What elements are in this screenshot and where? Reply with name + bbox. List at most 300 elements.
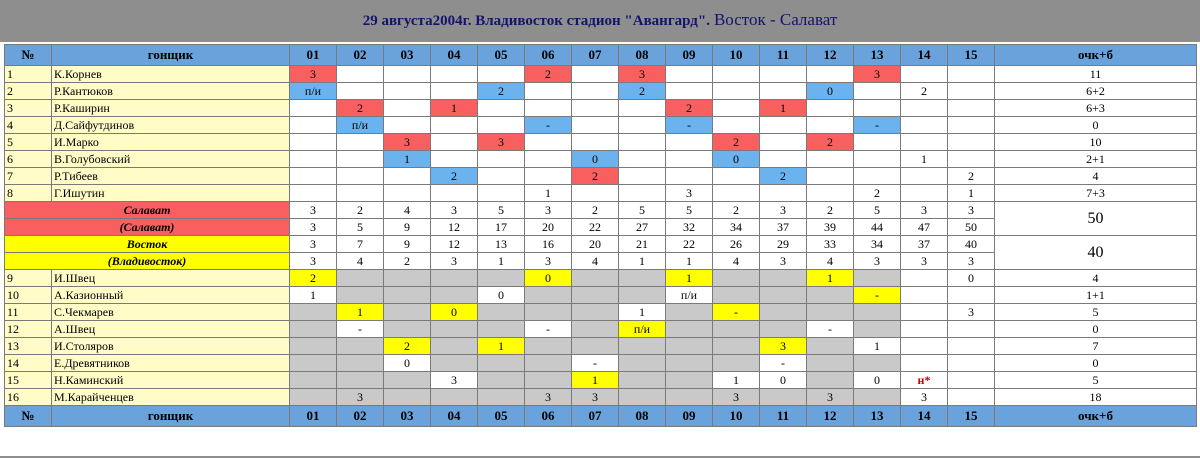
header-heat: 12 bbox=[807, 45, 854, 66]
header-heat: 10 bbox=[713, 406, 760, 427]
heat-result-cell bbox=[901, 134, 948, 151]
header-heat: 04 bbox=[431, 45, 478, 66]
heat-result-cell bbox=[854, 355, 901, 372]
rider-number: 3 bbox=[5, 100, 52, 117]
rider-name: И.Марко bbox=[52, 134, 290, 151]
heat-result-cell: 3 bbox=[854, 66, 901, 83]
heat-result-cell bbox=[525, 100, 572, 117]
header-rider: гонщик bbox=[52, 45, 290, 66]
heat-result-cell: 3 bbox=[478, 134, 525, 151]
heat-result-cell bbox=[948, 151, 995, 168]
rider-total: 4 bbox=[995, 168, 1197, 185]
heat-result-cell bbox=[337, 372, 384, 389]
heat-result-cell: 3 bbox=[901, 389, 948, 406]
heat-result-cell bbox=[901, 185, 948, 202]
heat-result-cell bbox=[572, 66, 619, 83]
summary-value: 12 bbox=[431, 219, 478, 236]
header-heat: 08 bbox=[619, 45, 666, 66]
summary-value: 3 bbox=[525, 202, 572, 219]
heat-result-cell bbox=[572, 100, 619, 117]
heat-result-cell bbox=[384, 168, 431, 185]
heat-result-cell bbox=[807, 287, 854, 304]
summary-value: 13 bbox=[478, 236, 525, 253]
heat-result-cell bbox=[619, 151, 666, 168]
heat-result-cell: 3 bbox=[713, 389, 760, 406]
heat-result-cell bbox=[384, 117, 431, 134]
heat-result-cell: 1 bbox=[807, 270, 854, 287]
heat-result-cell bbox=[384, 304, 431, 321]
heat-result-cell bbox=[572, 270, 619, 287]
summary-value: 29 bbox=[760, 236, 807, 253]
title-teams: Восток - Салават bbox=[713, 10, 838, 29]
header-heat: 07 bbox=[572, 45, 619, 66]
header-heat: 11 bbox=[760, 45, 807, 66]
heat-result-cell bbox=[478, 304, 525, 321]
rider-name: М.Карайченцев bbox=[52, 389, 290, 406]
heat-result-cell: 2 bbox=[290, 270, 337, 287]
summary-value: 20 bbox=[525, 219, 572, 236]
summary-value: 3 bbox=[854, 253, 901, 270]
heat-result-cell bbox=[478, 66, 525, 83]
heat-result-cell bbox=[431, 151, 478, 168]
heat-result-cell bbox=[337, 66, 384, 83]
rider-name: Г.Ишутин bbox=[52, 185, 290, 202]
rider-name: Н.Каминский bbox=[52, 372, 290, 389]
heat-result-cell bbox=[713, 355, 760, 372]
rider-number: 8 bbox=[5, 185, 52, 202]
heat-result-cell bbox=[854, 83, 901, 100]
heat-result-cell: 0 bbox=[384, 355, 431, 372]
heat-result-cell bbox=[619, 372, 666, 389]
summary-value: 3 bbox=[760, 253, 807, 270]
rider-number: 15 bbox=[5, 372, 52, 389]
rider-number: 13 bbox=[5, 338, 52, 355]
heat-result-cell: 0 bbox=[807, 83, 854, 100]
heat-result-cell bbox=[525, 355, 572, 372]
rider-number: 1 bbox=[5, 66, 52, 83]
summary-value: 1 bbox=[619, 253, 666, 270]
heat-result-cell: - bbox=[713, 304, 760, 321]
heat-result-cell bbox=[666, 83, 713, 100]
rider-total: 0 bbox=[995, 117, 1197, 134]
heat-result-cell bbox=[572, 304, 619, 321]
team-total: 50 bbox=[995, 202, 1197, 236]
summary-value: 2 bbox=[337, 202, 384, 219]
rider-row bbox=[5, 338, 1197, 355]
heat-result-cell bbox=[572, 321, 619, 338]
header-heat: 13 bbox=[854, 45, 901, 66]
heat-result-cell bbox=[666, 338, 713, 355]
rider-total: 10 bbox=[995, 134, 1197, 151]
heat-result-cell bbox=[807, 338, 854, 355]
heat-result-cell: 3 bbox=[384, 134, 431, 151]
rider-number: 2 bbox=[5, 83, 52, 100]
summary-value: 33 bbox=[807, 236, 854, 253]
heat-result-cell bbox=[948, 83, 995, 100]
summary-value: 37 bbox=[901, 236, 948, 253]
summary-value: 37 bbox=[760, 219, 807, 236]
heat-result-cell bbox=[901, 168, 948, 185]
heat-result-cell bbox=[713, 117, 760, 134]
heat-result-cell: 2 bbox=[619, 83, 666, 100]
heat-result-cell: 2 bbox=[760, 168, 807, 185]
heat-result-cell: 0 bbox=[948, 270, 995, 287]
heat-result-cell: п/и bbox=[290, 83, 337, 100]
heat-result-cell: 2 bbox=[713, 134, 760, 151]
heat-result-cell: 3 bbox=[290, 66, 337, 83]
header-num: № bbox=[5, 45, 52, 66]
heat-result-cell bbox=[337, 185, 384, 202]
heat-result-cell bbox=[478, 372, 525, 389]
heat-result-cell: п/и bbox=[337, 117, 384, 134]
heat-result-cell: 2 bbox=[854, 185, 901, 202]
summary-value: 26 bbox=[713, 236, 760, 253]
heat-result-cell bbox=[384, 100, 431, 117]
heat-result-cell bbox=[431, 185, 478, 202]
rider-row bbox=[5, 168, 1197, 185]
summary-value: 5 bbox=[666, 202, 713, 219]
summary-value: 3 bbox=[525, 253, 572, 270]
heat-result-cell bbox=[337, 355, 384, 372]
heat-result-cell bbox=[713, 83, 760, 100]
heat-result-cell: 1 bbox=[619, 304, 666, 321]
heat-result-cell: 2 bbox=[525, 66, 572, 83]
summary-value: 2 bbox=[713, 202, 760, 219]
heat-result-cell bbox=[431, 117, 478, 134]
heat-result-cell: 0 bbox=[478, 287, 525, 304]
summary-value: 50 bbox=[948, 219, 995, 236]
header-row-top bbox=[5, 45, 1197, 66]
summary-value: 3 bbox=[901, 202, 948, 219]
heat-result-cell bbox=[854, 304, 901, 321]
header-heat: 12 bbox=[807, 406, 854, 427]
heat-result-cell bbox=[337, 287, 384, 304]
heat-result-cell bbox=[666, 372, 713, 389]
heat-result-cell bbox=[431, 83, 478, 100]
summary-value: 34 bbox=[713, 219, 760, 236]
summary-label: (Салават) bbox=[5, 219, 290, 236]
rider-row bbox=[5, 66, 1197, 83]
heat-result-cell bbox=[807, 304, 854, 321]
heat-result-cell bbox=[666, 304, 713, 321]
rider-total: 4 bbox=[995, 270, 1197, 287]
rider-total: 5 bbox=[995, 304, 1197, 321]
rider-name: В.Голубовский bbox=[52, 151, 290, 168]
page-title bbox=[0, 0, 1200, 40]
heat-result-cell: 3 bbox=[666, 185, 713, 202]
heat-result-cell bbox=[290, 372, 337, 389]
summary-value: 17 bbox=[478, 219, 525, 236]
heat-result-cell bbox=[619, 338, 666, 355]
heat-result-cell: 0 bbox=[713, 151, 760, 168]
summary-value: 16 bbox=[525, 236, 572, 253]
summary-value: 34 bbox=[854, 236, 901, 253]
heat-result-cell bbox=[572, 287, 619, 304]
heat-result-cell bbox=[431, 287, 478, 304]
header-heat: 13 bbox=[854, 406, 901, 427]
summary-value: 3 bbox=[431, 253, 478, 270]
heat-result-cell bbox=[713, 185, 760, 202]
summary-value: 32 bbox=[666, 219, 713, 236]
heat-result-cell: 1 bbox=[478, 338, 525, 355]
heat-result-cell bbox=[337, 83, 384, 100]
heat-result-cell: 2 bbox=[572, 168, 619, 185]
summary-value: 7 bbox=[337, 236, 384, 253]
summary-value: 5 bbox=[854, 202, 901, 219]
summary-value: 3 bbox=[290, 236, 337, 253]
heat-result-cell: - bbox=[807, 321, 854, 338]
heat-result-cell: 2 bbox=[901, 83, 948, 100]
summary-value: 1 bbox=[666, 253, 713, 270]
summary-value: 3 bbox=[290, 202, 337, 219]
rider-row bbox=[5, 100, 1197, 117]
summary-row bbox=[5, 202, 1197, 219]
summary-value: 12 bbox=[431, 236, 478, 253]
heat-result-cell bbox=[384, 185, 431, 202]
header-heat: 14 bbox=[901, 45, 948, 66]
heat-result-cell: 3 bbox=[525, 389, 572, 406]
heat-result-cell bbox=[290, 117, 337, 134]
heat-result-cell: 3 bbox=[572, 389, 619, 406]
rider-name: Р.Кантюков bbox=[52, 83, 290, 100]
heat-result-cell bbox=[337, 168, 384, 185]
rider-row bbox=[5, 83, 1197, 100]
heat-result-cell: 1 bbox=[901, 151, 948, 168]
summary-value: 3 bbox=[901, 253, 948, 270]
heat-result-cell bbox=[948, 321, 995, 338]
heat-result-cell: 3 bbox=[337, 389, 384, 406]
heat-result-cell bbox=[854, 151, 901, 168]
heat-result-cell bbox=[666, 66, 713, 83]
heat-result-cell bbox=[807, 117, 854, 134]
heat-result-cell bbox=[290, 134, 337, 151]
rider-row bbox=[5, 151, 1197, 168]
heat-result-cell bbox=[901, 117, 948, 134]
heat-result-cell bbox=[619, 168, 666, 185]
header-num: № bbox=[5, 406, 52, 427]
heat-result-cell bbox=[384, 321, 431, 338]
heat-result-cell: 3 bbox=[760, 338, 807, 355]
heat-result-cell: 1 bbox=[337, 304, 384, 321]
heat-result-cell bbox=[290, 355, 337, 372]
rider-total: 6+3 bbox=[995, 100, 1197, 117]
heat-result-cell bbox=[525, 83, 572, 100]
heat-result-cell bbox=[525, 304, 572, 321]
heat-result-cell bbox=[337, 151, 384, 168]
heat-result-cell bbox=[713, 168, 760, 185]
heat-result-cell bbox=[525, 134, 572, 151]
heat-result-cell bbox=[901, 287, 948, 304]
heat-result-cell: 3 bbox=[807, 389, 854, 406]
summary-value: 47 bbox=[901, 219, 948, 236]
heat-result-cell bbox=[948, 338, 995, 355]
rider-name: Д.Сайфутдинов bbox=[52, 117, 290, 134]
summary-label: Восток bbox=[5, 236, 290, 253]
heat-result-cell bbox=[290, 151, 337, 168]
heat-result-cell bbox=[854, 270, 901, 287]
heat-result-cell: 2 bbox=[807, 134, 854, 151]
heat-result-cell bbox=[807, 185, 854, 202]
heat-result-cell: п/и bbox=[666, 287, 713, 304]
summary-value: 4 bbox=[713, 253, 760, 270]
heat-result-cell: 1 bbox=[525, 185, 572, 202]
heat-result-cell bbox=[478, 100, 525, 117]
heat-result-cell bbox=[431, 321, 478, 338]
rider-number: 11 bbox=[5, 304, 52, 321]
rider-row bbox=[5, 185, 1197, 202]
rider-total: 11 bbox=[995, 66, 1197, 83]
summary-value: 2 bbox=[384, 253, 431, 270]
summary-value: 4 bbox=[807, 253, 854, 270]
header-rider: гонщик bbox=[52, 406, 290, 427]
heat-result-cell bbox=[431, 355, 478, 372]
header-row-bottom bbox=[5, 406, 1197, 427]
heat-result-cell bbox=[807, 151, 854, 168]
summary-value: 2 bbox=[572, 202, 619, 219]
summary-value: 21 bbox=[619, 236, 666, 253]
header-heat: 06 bbox=[525, 406, 572, 427]
heat-result-cell bbox=[478, 117, 525, 134]
results-frame bbox=[0, 42, 1200, 456]
summary-value: 3 bbox=[431, 202, 478, 219]
heat-result-cell bbox=[901, 338, 948, 355]
heat-result-cell bbox=[384, 372, 431, 389]
heat-result-cell bbox=[384, 66, 431, 83]
rider-row bbox=[5, 117, 1197, 134]
heat-result-cell bbox=[760, 134, 807, 151]
rider-row bbox=[5, 287, 1197, 304]
heat-result-cell bbox=[619, 134, 666, 151]
heat-result-cell: 2 bbox=[431, 168, 478, 185]
heat-result-cell: 0 bbox=[854, 372, 901, 389]
heat-result-cell bbox=[619, 185, 666, 202]
rider-name: А.Казионный bbox=[52, 287, 290, 304]
heat-result-cell bbox=[901, 100, 948, 117]
heat-result-cell bbox=[525, 168, 572, 185]
header-heat: 03 bbox=[384, 406, 431, 427]
heat-result-cell bbox=[760, 287, 807, 304]
rider-name: И.Швец bbox=[52, 270, 290, 287]
summary-value: 3 bbox=[948, 253, 995, 270]
summary-value: 22 bbox=[572, 219, 619, 236]
rider-number: 9 bbox=[5, 270, 52, 287]
heat-result-cell bbox=[666, 355, 713, 372]
heat-result-cell bbox=[948, 66, 995, 83]
heat-result-cell bbox=[807, 355, 854, 372]
rider-number: 6 bbox=[5, 151, 52, 168]
heat-result-cell bbox=[431, 134, 478, 151]
heat-result-cell bbox=[478, 389, 525, 406]
heat-result-cell bbox=[713, 338, 760, 355]
heat-result-cell bbox=[901, 66, 948, 83]
rider-number: 7 bbox=[5, 168, 52, 185]
heat-result-cell bbox=[807, 372, 854, 389]
heat-result-cell bbox=[760, 185, 807, 202]
header-heat: 11 bbox=[760, 406, 807, 427]
summary-value: 3 bbox=[290, 219, 337, 236]
results-table bbox=[4, 44, 1197, 427]
summary-value: 9 bbox=[384, 219, 431, 236]
heat-result-cell: 3 bbox=[619, 66, 666, 83]
heat-result-cell bbox=[807, 100, 854, 117]
heat-result-cell: 2 bbox=[666, 100, 713, 117]
heat-result-cell bbox=[619, 389, 666, 406]
heat-result-cell: 0 bbox=[431, 304, 478, 321]
summary-value: 20 bbox=[572, 236, 619, 253]
heat-result-cell bbox=[478, 151, 525, 168]
heat-result-cell bbox=[337, 134, 384, 151]
heat-result-cell bbox=[854, 100, 901, 117]
rider-total: 5 bbox=[995, 372, 1197, 389]
rider-total: 7 bbox=[995, 338, 1197, 355]
heat-result-cell: 1 bbox=[572, 372, 619, 389]
summary-value: 1 bbox=[478, 253, 525, 270]
heat-result-cell bbox=[431, 270, 478, 287]
heat-result-cell bbox=[337, 338, 384, 355]
heat-result-cell bbox=[901, 355, 948, 372]
heat-result-cell bbox=[572, 117, 619, 134]
heat-result-cell bbox=[431, 389, 478, 406]
heat-result-cell bbox=[619, 100, 666, 117]
heat-result-cell bbox=[713, 100, 760, 117]
heat-result-cell bbox=[854, 134, 901, 151]
rider-name: Е.Древятников bbox=[52, 355, 290, 372]
summary-value: 40 bbox=[948, 236, 995, 253]
heat-result-cell bbox=[290, 321, 337, 338]
heat-result-cell bbox=[290, 304, 337, 321]
heat-result-cell: 1 bbox=[854, 338, 901, 355]
heat-result-cell bbox=[807, 168, 854, 185]
heat-result-cell bbox=[713, 287, 760, 304]
heat-result-cell bbox=[337, 270, 384, 287]
header-heat: 01 bbox=[290, 45, 337, 66]
heat-result-cell: - bbox=[337, 321, 384, 338]
rider-row bbox=[5, 270, 1197, 287]
heat-result-cell bbox=[760, 83, 807, 100]
heat-result-cell: 1 bbox=[760, 100, 807, 117]
heat-result-cell bbox=[948, 100, 995, 117]
heat-result-cell bbox=[478, 355, 525, 372]
heat-result-cell bbox=[525, 151, 572, 168]
heat-result-cell bbox=[854, 168, 901, 185]
heat-result-cell bbox=[525, 338, 572, 355]
header-heat: 09 bbox=[666, 45, 713, 66]
summary-value: 5 bbox=[619, 202, 666, 219]
rider-row bbox=[5, 304, 1197, 321]
heat-result-cell bbox=[760, 321, 807, 338]
header-heat: 10 bbox=[713, 45, 760, 66]
heat-result-cell bbox=[666, 168, 713, 185]
header-heat: 15 bbox=[948, 45, 995, 66]
heat-result-cell bbox=[384, 83, 431, 100]
heat-result-cell bbox=[290, 100, 337, 117]
heat-result-cell bbox=[948, 389, 995, 406]
heat-result-cell: 2 bbox=[478, 83, 525, 100]
summary-value: 4 bbox=[384, 202, 431, 219]
header-heat: 06 bbox=[525, 45, 572, 66]
heat-result-cell: - bbox=[525, 321, 572, 338]
header-heat: 03 bbox=[384, 45, 431, 66]
header-heat: 15 bbox=[948, 406, 995, 427]
heat-result-cell bbox=[384, 270, 431, 287]
heat-result-cell bbox=[384, 287, 431, 304]
heat-result-cell: 1 bbox=[384, 151, 431, 168]
rider-number: 4 bbox=[5, 117, 52, 134]
header-heat: 05 bbox=[478, 406, 525, 427]
heat-result-cell bbox=[713, 321, 760, 338]
heat-result-cell: 1 bbox=[290, 287, 337, 304]
summary-value: 5 bbox=[337, 219, 384, 236]
